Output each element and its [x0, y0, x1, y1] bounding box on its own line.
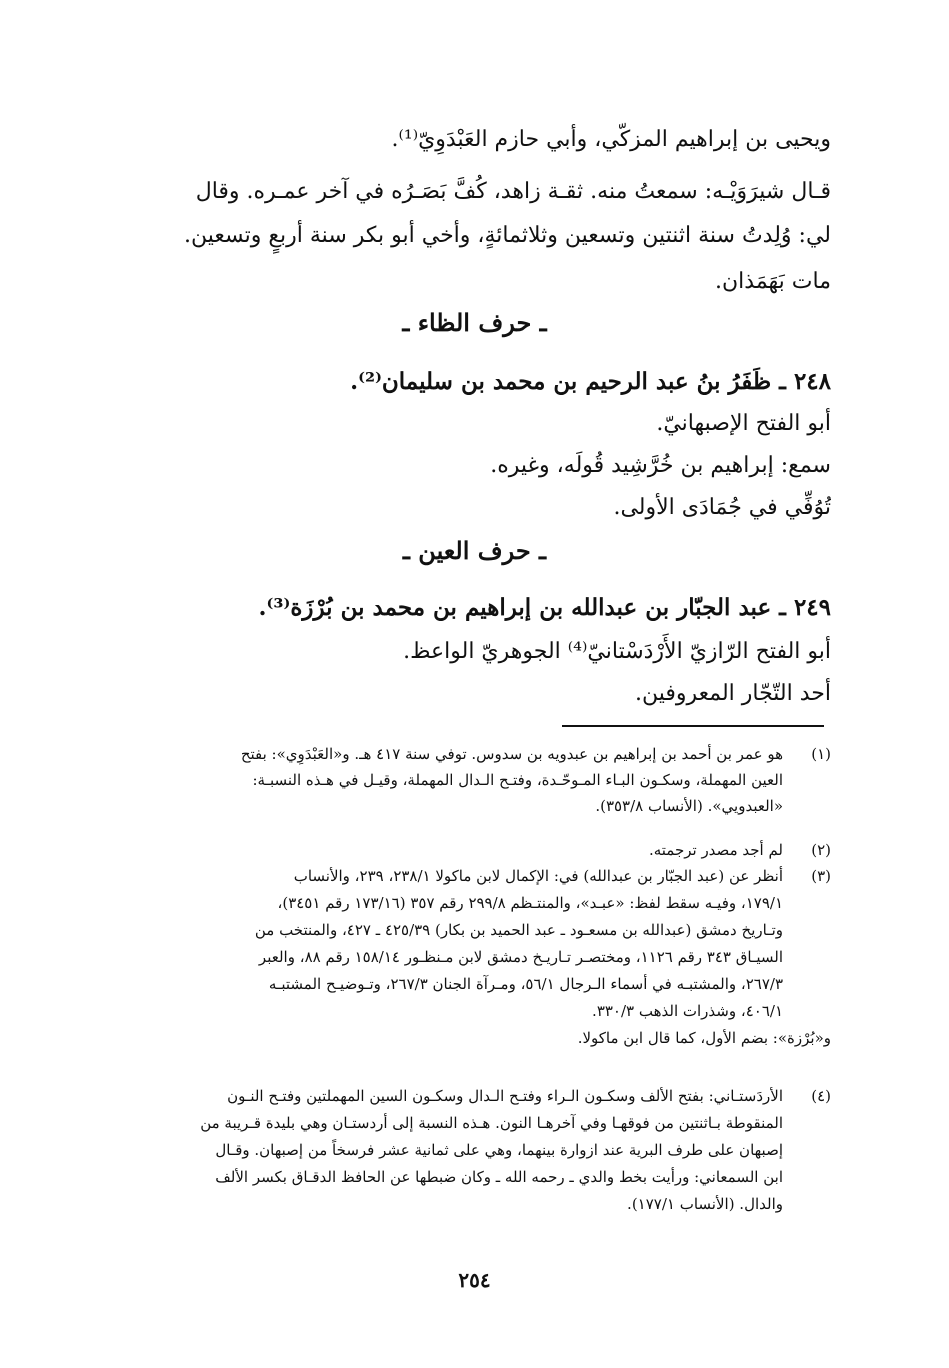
footnote-extra-line: و«بُرْزة»: بضم الأول، كما قال ابن ماكولا.: [577, 1029, 831, 1047]
entry-line: أبو الفتح الإصبهانيّ.: [656, 411, 831, 436]
footnote-line: والدال. (الأنساب ١٧٧/١).: [627, 1195, 783, 1213]
footnote-number: (٣): [811, 867, 831, 885]
footnote-number: (٤): [811, 1087, 831, 1105]
entry-line: أبو الفتح الرّازيّ الأَرْدَسْتانيّ⁽⁴⁾ الجوهريّ الواعظ.: [403, 639, 831, 664]
footnote-line: هو عمر بن أحمد بن إبراهيم بن عبدويه بن سدوس. توفي سنة ٤١٧ هـ. و«العَبْدَوِي»: بفتح: [240, 745, 783, 763]
footnote-line: ابن السمعاني: ورأيت بخط والدي ـ رحمه الله ـ وكان ضبطها عن الحافظ الدقـاق بكسر الألف: [215, 1168, 783, 1186]
body-line-1: ويحيى بن إبراهيم المزكّي، وأبي حازم العَبْدَوِيّ⁽¹⁾.: [391, 127, 831, 152]
body-paragraph-line: قـال شيرَوَيْـه: سمعتُ منه. ثقـة زاهد، كُفَّ بَصَـرُه في آخر عمـره. وقال: [195, 179, 831, 204]
footnote-line: أنظر عن (عبد الجبّار بن عبدالله) في: الإكمال لابن ماكولا ٢٣٨/١، ٢٣٩، والأنساب: [293, 867, 783, 885]
entry-line: أحد التّجّار المعروفين.: [634, 681, 831, 706]
footnote-line: السيـاق ٣٤٣ رقم ١١٢٦، ومختصـر تـاريـخ دمشق لابن مـنظـور ١٥٨/١٤ رقم ٨٨، والعبر: [258, 948, 783, 966]
footnote-line: العين المهملة، وسكـون البـاء المـوحّـدة، وفتـح الـدال المهملة، وقيـل في هـذه النسبـة:: [252, 771, 783, 789]
footnote-separator: [562, 725, 824, 727]
footnote-line: «العبدويي». (الأنساب ٣٥٣/٨).: [595, 797, 783, 815]
footnote-line: الأردَستـاني: بفتح الألف وسكـون الـراء وفتـح الـدال وسكـون السين المهملتين وفتـح النـون: [227, 1087, 783, 1105]
footnote-line: ٢٦٧/٣، والمشتبـه في أسماء الـرجال ٥٦/١، ومـرآة الجنان ٢٦٧/٣، وتـوضيـح المشتبـه: [268, 975, 783, 993]
footnote-number: (١): [811, 745, 831, 763]
entry-line: سمع: إبراهيم بن خُرَّشِيد قُولَه، وغيره.: [490, 453, 831, 478]
footnote-line: ١٧٩/١، وفيـه سقط لفظ: «عبـد»، والمنتـظم ٢٩٩/٨ رقم ٣٥٧ (١٧٣/١٦ رقم ٣٤٥١)،: [277, 894, 783, 912]
footnote-number: (٢): [811, 841, 831, 859]
body-paragraph-line: لي: وُلِدتُ سنة اثنتين وتسعين وثلاثمائةٍ، وأخي أبو بكر سنة أربعٍ وتسعين.: [183, 223, 831, 248]
footnote-line: ٤٠٦/١، وشذرات الذهب ٣٣٠/٣.: [592, 1002, 783, 1020]
footnote-line: إصبهان على طرف البرية عند ازوارة بينهما، وهي على ثمانية عشر فرسخاً من إصبهان. وقـال: [215, 1141, 783, 1159]
footnote-line: لم أجد مصدر ترجمته.: [648, 841, 783, 859]
entry-title-249: ٢٤٩ ـ عبد الجبّار بن عبدالله بن إبراهيم بن محمد بن بُرْزَة⁽³⁾.: [258, 594, 831, 621]
body-paragraph-line: مات بَهَمَذان.: [715, 269, 831, 294]
page-number: ٢٥٤: [458, 1268, 491, 1292]
entry-title-248: ٢٤٨ ـ ظَفَرُ بنُ عبد الرحيم بن محمد بن سليمان⁽²⁾.: [350, 368, 831, 395]
footnote-line: وتـاريخ دمشق (عبدالله بن مسعـود ـ عبد الحميد بن بكار) ٤٢٥/٣٩ ـ ٤٢٧، والمنتخب من: [254, 921, 783, 939]
footnote-line: المنقوطة بـاثنتين من فوقهـا وفي آخرهـا النون. هـذه النسبة إلى أردستـان وهي بليدة قـريبة من: [200, 1114, 783, 1132]
section-heading: ـ حرف العين ـ: [402, 536, 547, 565]
section-heading: ـ حرف الظاء ـ: [402, 308, 547, 337]
entry-line: تُوُفِّي في جُمَادَى الأولى.: [613, 495, 831, 520]
